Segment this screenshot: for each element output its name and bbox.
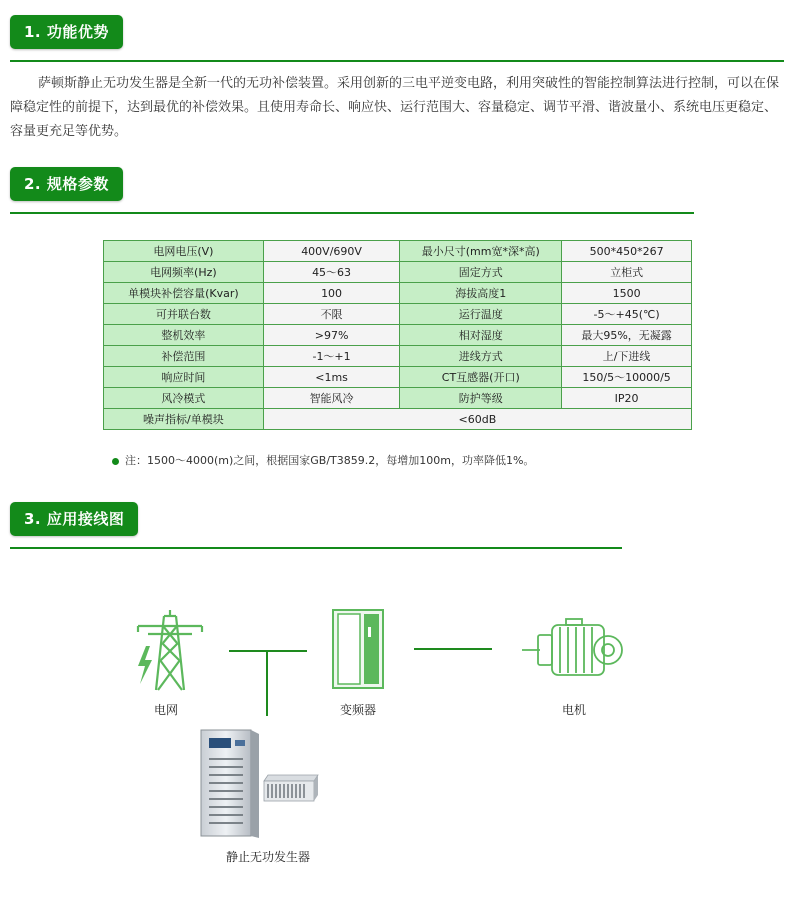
motor-label: 电机	[561, 703, 586, 717]
bullet-icon	[112, 458, 119, 465]
spec-label-cell: 运行温度	[400, 304, 562, 325]
spec-row	[104, 367, 692, 388]
spec-row	[104, 241, 692, 262]
spec-label-cell: 可并联台数	[104, 304, 264, 325]
spec-label-cell: 海拔高度1	[400, 283, 562, 304]
spec-row	[104, 283, 692, 304]
spec-label-cell: 整机效率	[104, 325, 264, 346]
section-divider	[10, 212, 694, 214]
spec-value-cell: 1500	[562, 283, 692, 304]
section-divider	[10, 60, 784, 62]
spec-value-cell: 上/下进线	[562, 346, 692, 367]
grid-label: 电网	[153, 703, 178, 717]
spec-value-cell: >97%	[263, 325, 400, 346]
section-title-advantages: 1. 功能优势	[10, 15, 123, 49]
inverter-icon	[332, 609, 384, 689]
power-tower-icon	[134, 608, 206, 692]
spec-note	[112, 452, 534, 468]
spec-label-cell: 噪声指标/单模块	[104, 409, 264, 430]
spec-label-cell: 防护等级	[400, 388, 562, 409]
spec-value-cell: <60dB	[263, 409, 691, 430]
spec-value-cell: 150/5～10000/5	[562, 367, 692, 388]
spec-row	[104, 346, 692, 367]
spec-label-cell: 电网电压(V)	[104, 241, 264, 262]
spec-value-cell: IP20	[562, 388, 692, 409]
spec-value-cell: -1～+1	[263, 346, 400, 367]
spec-label-cell: 补偿范围	[104, 346, 264, 367]
inverter-label: 变频器	[339, 703, 376, 717]
spec-label-cell: CT互感器(开口)	[400, 367, 562, 388]
svg-module-icon	[262, 773, 320, 803]
spec-value-cell: 立柜式	[562, 262, 692, 283]
spec-row	[104, 388, 692, 409]
svg-device-label: 静止无功发生器	[225, 850, 310, 864]
spec-value-cell: 不限	[263, 304, 400, 325]
spec-value-cell: 400V/690V	[263, 241, 400, 262]
spec-value-cell: <1ms	[263, 367, 400, 388]
intro-paragraph: 萨顿斯静止无功发生器是全新一代的无功补偿装置。采用创新的三电平逆变电路，利用突破性的智能控制算法进行控制，可以在保障稳定性的前提下，达到最优的补偿效果。且使用寿命长、响应快、运行范围大、容量稳定、调节平滑、谐波量小、系统电压更稳定、容量更充足等优势。	[10, 76, 780, 139]
connection-line	[414, 648, 492, 650]
spec-value-cell: 45～63	[263, 262, 400, 283]
spec-value-cell: -5～+45(℃)	[562, 304, 692, 325]
spec-row	[104, 409, 692, 430]
spec-value-cell: 智能风冷	[263, 388, 400, 409]
spec-row	[104, 262, 692, 283]
spec-value-cell: 500*450*267	[562, 241, 692, 262]
section-title-wiring: 3. 应用接线图	[10, 502, 138, 536]
svg-cabinet-icon	[199, 728, 261, 840]
spec-label-cell: 电网频率(Hz)	[104, 262, 264, 283]
spec-label-cell: 相对湿度	[400, 325, 562, 346]
connection-line	[266, 650, 268, 716]
connection-line	[229, 650, 307, 652]
spec-note-text: 注：1500～4000(m)之间，根据国家GB/T3859.2，每增加100m，功率降低1%。	[125, 454, 535, 467]
motor-icon	[520, 617, 624, 683]
spec-row	[104, 304, 692, 325]
spec-label-cell: 风冷模式	[104, 388, 264, 409]
spec-label-cell: 最小尺寸(mm宽*深*高)	[400, 241, 562, 262]
spec-label-cell: 固定方式	[400, 262, 562, 283]
spec-value-cell: 100	[263, 283, 400, 304]
spec-table	[103, 240, 692, 430]
spec-label-cell: 单模块补偿容量(Kvar)	[104, 283, 264, 304]
section-divider	[10, 547, 622, 549]
spec-label-cell: 响应时间	[104, 367, 264, 388]
spec-row	[104, 325, 692, 346]
spec-label-cell: 进线方式	[400, 346, 562, 367]
spec-value-cell: 最大95%，无凝露	[562, 325, 692, 346]
section-title-specs: 2. 规格参数	[10, 167, 123, 201]
